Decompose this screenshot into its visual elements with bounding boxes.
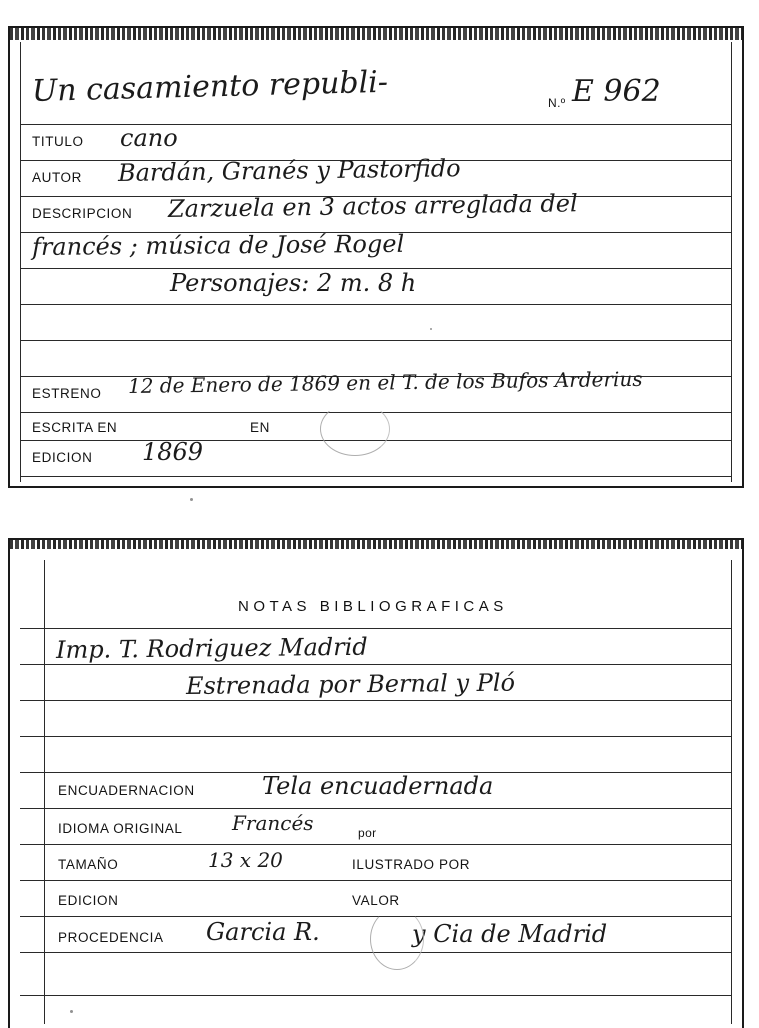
margin-line-left (20, 42, 21, 482)
label-titulo: TITULO (32, 134, 84, 149)
stamp-smudge (370, 908, 424, 970)
label-encuadernacion: ENCUADERNACION (58, 783, 195, 798)
rule-line (20, 808, 732, 809)
reference-code: E 962 (572, 74, 661, 109)
scan-speck (70, 1010, 73, 1013)
scan-edge-artifact-top (10, 28, 742, 40)
label-estreno: ESTRENO (32, 386, 102, 401)
label-descripcion: DESCRIPCION (32, 206, 133, 221)
section-heading: NOTAS BIBLIOGRAFICAS (238, 598, 508, 615)
rule-line (20, 995, 732, 996)
label-escrita-en: ESCRITA EN (32, 420, 118, 435)
handwritten-title: Un casamiento republi- (31, 64, 389, 109)
label-idioma-original: IDIOMA ORIGINAL (58, 821, 183, 836)
margin-line-left (44, 560, 45, 1024)
label-por: por (358, 826, 377, 840)
rule-line (20, 476, 732, 477)
value-procedencia: Garcia R. (206, 918, 320, 946)
value-descripcion-line-1: Zarzuela en 3 actos arreglada del (167, 189, 578, 223)
value-procedencia-cont: y Cia de Madrid (412, 920, 608, 948)
scan-speck (430, 328, 432, 330)
value-idioma-original: Francés (232, 811, 314, 835)
catalog-card-bottom (8, 538, 744, 1028)
label-edicion: EDICION (58, 893, 119, 908)
label-valor: VALOR (352, 893, 400, 908)
rule-line (20, 664, 732, 665)
rule-line (20, 340, 732, 341)
rule-line (20, 916, 732, 917)
value-descripcion-line-3: Personajes: 2 m. 8 h (170, 269, 417, 297)
label-tamano: TAMAÑO (58, 857, 119, 872)
catalog-card-top (8, 26, 744, 488)
note-line-2: Estrenada por Bernal y Pló (185, 668, 516, 700)
rule-line (20, 700, 732, 701)
rule-line (20, 844, 732, 845)
label-procedencia: PROCEDENCIA (58, 930, 164, 945)
scan-edge-artifact-bottom (10, 540, 742, 549)
label-ilustrado-por: ILUSTRADO POR (352, 857, 471, 872)
margin-line-right (731, 560, 732, 1024)
rule-line (20, 880, 732, 881)
value-tamano: 13 x 20 (208, 848, 283, 872)
label-autor: AUTOR (32, 170, 83, 185)
scan-speck (190, 498, 193, 501)
rule-line (20, 628, 732, 629)
note-line-1: Imp. T. Rodriguez Madrid (55, 632, 368, 664)
label-en: EN (250, 420, 270, 435)
value-encuadernacion: Tela encuadernada (262, 772, 494, 800)
stamp-smudge (320, 402, 390, 456)
margin-line-right (731, 42, 732, 482)
value-autor: Bardán, Granés y Pastorfido (117, 154, 461, 187)
rule-line (20, 736, 732, 737)
value-estreno: 12 de Enero de 1869 en el T. de los Bufos Arderius (127, 366, 643, 398)
label-edicion: EDICION (32, 450, 93, 465)
reference-prefix-label: N.º (548, 96, 566, 110)
rule-line (20, 304, 732, 305)
value-titulo-cont: cano (120, 124, 178, 152)
value-descripcion-line-2: francés ; música de José Rogel (31, 229, 405, 261)
value-edicion: 1869 (142, 438, 204, 466)
